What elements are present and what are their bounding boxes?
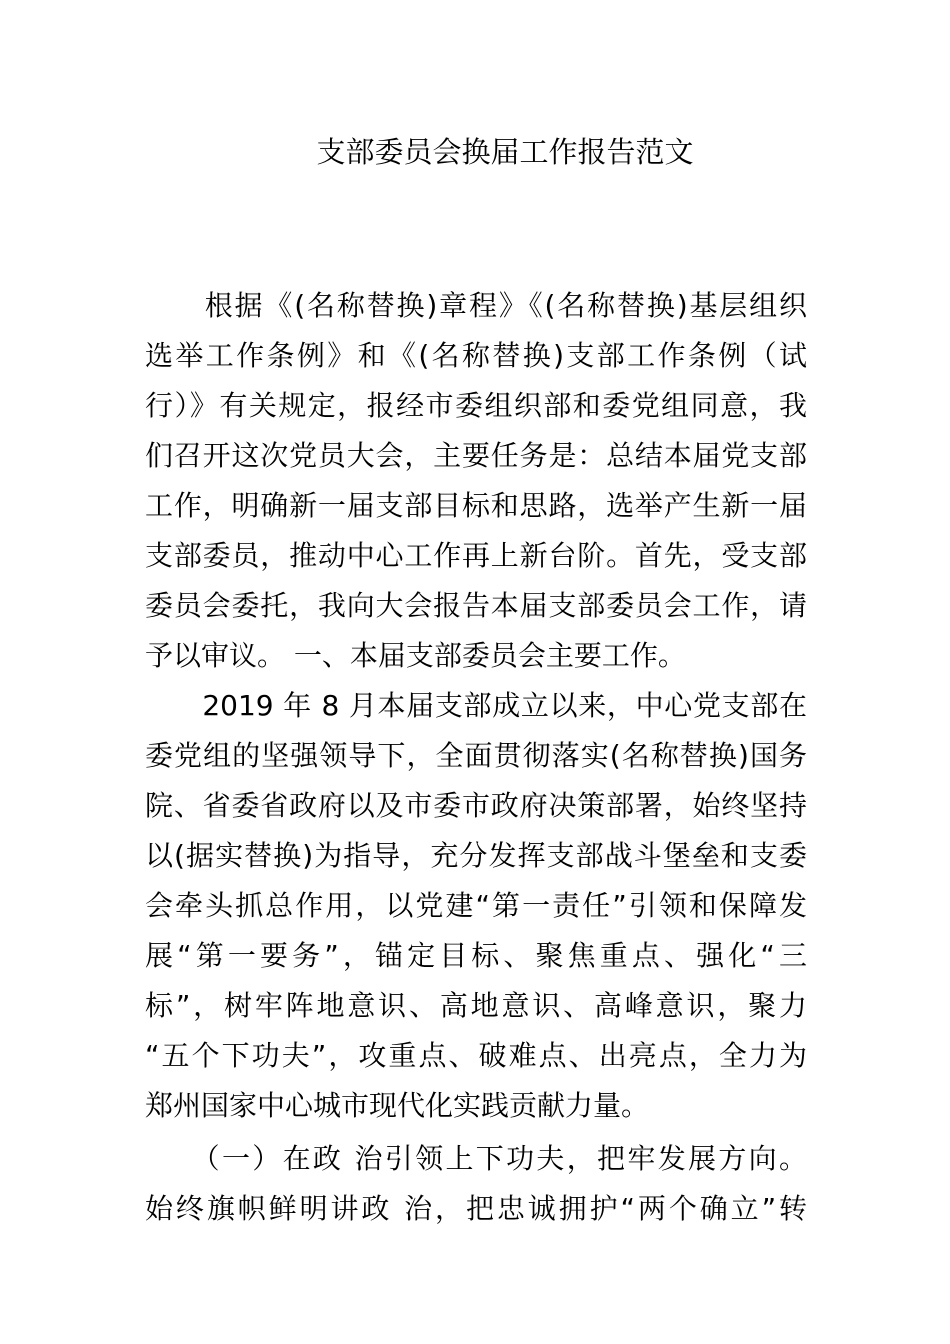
paragraph-2: [145, 681, 807, 1131]
text-line: 标”，树牢阵地意识、高地意识、高峰意识，聚力: [145, 989, 807, 1022]
text-line: 郑州国家中心城市现代化实践贡献力量。: [145, 1089, 650, 1122]
document-title: 支部委员会换届工作报告范文: [316, 135, 694, 169]
text-line: 会牵头抓总作用，以党建“第一责任”引领和保障发: [145, 889, 807, 922]
paragraph-3: [145, 1134, 807, 1234]
text-line: “五个下功夫”，攻重点、破难点、出亮点，全力为: [145, 1039, 807, 1072]
text-line: 委员会委托，我向大会报告本届支部委员会工作，请: [145, 589, 807, 622]
document-body: [145, 281, 807, 1234]
text-line: 行）》有关规定，报经市委组织部和委党组同意，我: [145, 389, 807, 422]
text-line: 根据《(名称替换)章程》《(名称替换)基层组织: [145, 289, 807, 322]
text-line: 2019 年 8 月本届支部成立以来，中心党支部在: [145, 689, 807, 722]
text-line: 支部委员，推动中心工作再上新台阶。首先，受支部: [145, 539, 807, 572]
text-line: 委党组的坚强领导下，全面贯彻落实(名称替换)国务: [145, 739, 807, 772]
text-line: 以(据实替换)为指导，充分发挥支部战斗堡垒和支委: [145, 839, 807, 872]
text-line: 们召开这次党员大会，主要任务是：总结本届党支部: [145, 439, 807, 472]
text-line: （一）在政 治引领上下功夫，把牢发展方向。: [145, 1142, 807, 1175]
paragraph-1: [145, 281, 807, 681]
text-line: 院、省委省政府以及市委市政府决策部署，始终坚持: [145, 789, 807, 822]
text-line: 予以审议。 一、本届支部委员会主要工作。: [145, 639, 686, 672]
text-line: 选举工作条例》和《(名称替换)支部工作条例（试: [145, 339, 807, 372]
text-line: 工作，明确新一届支部目标和思路，选举产生新一届: [145, 489, 807, 522]
text-line: 展“第一要务”，锚定目标、聚焦重点、强化“三: [145, 939, 807, 972]
text-line: 始终旗帜鲜明讲政 治，把忠诚拥护“两个确立”转: [145, 1192, 807, 1225]
